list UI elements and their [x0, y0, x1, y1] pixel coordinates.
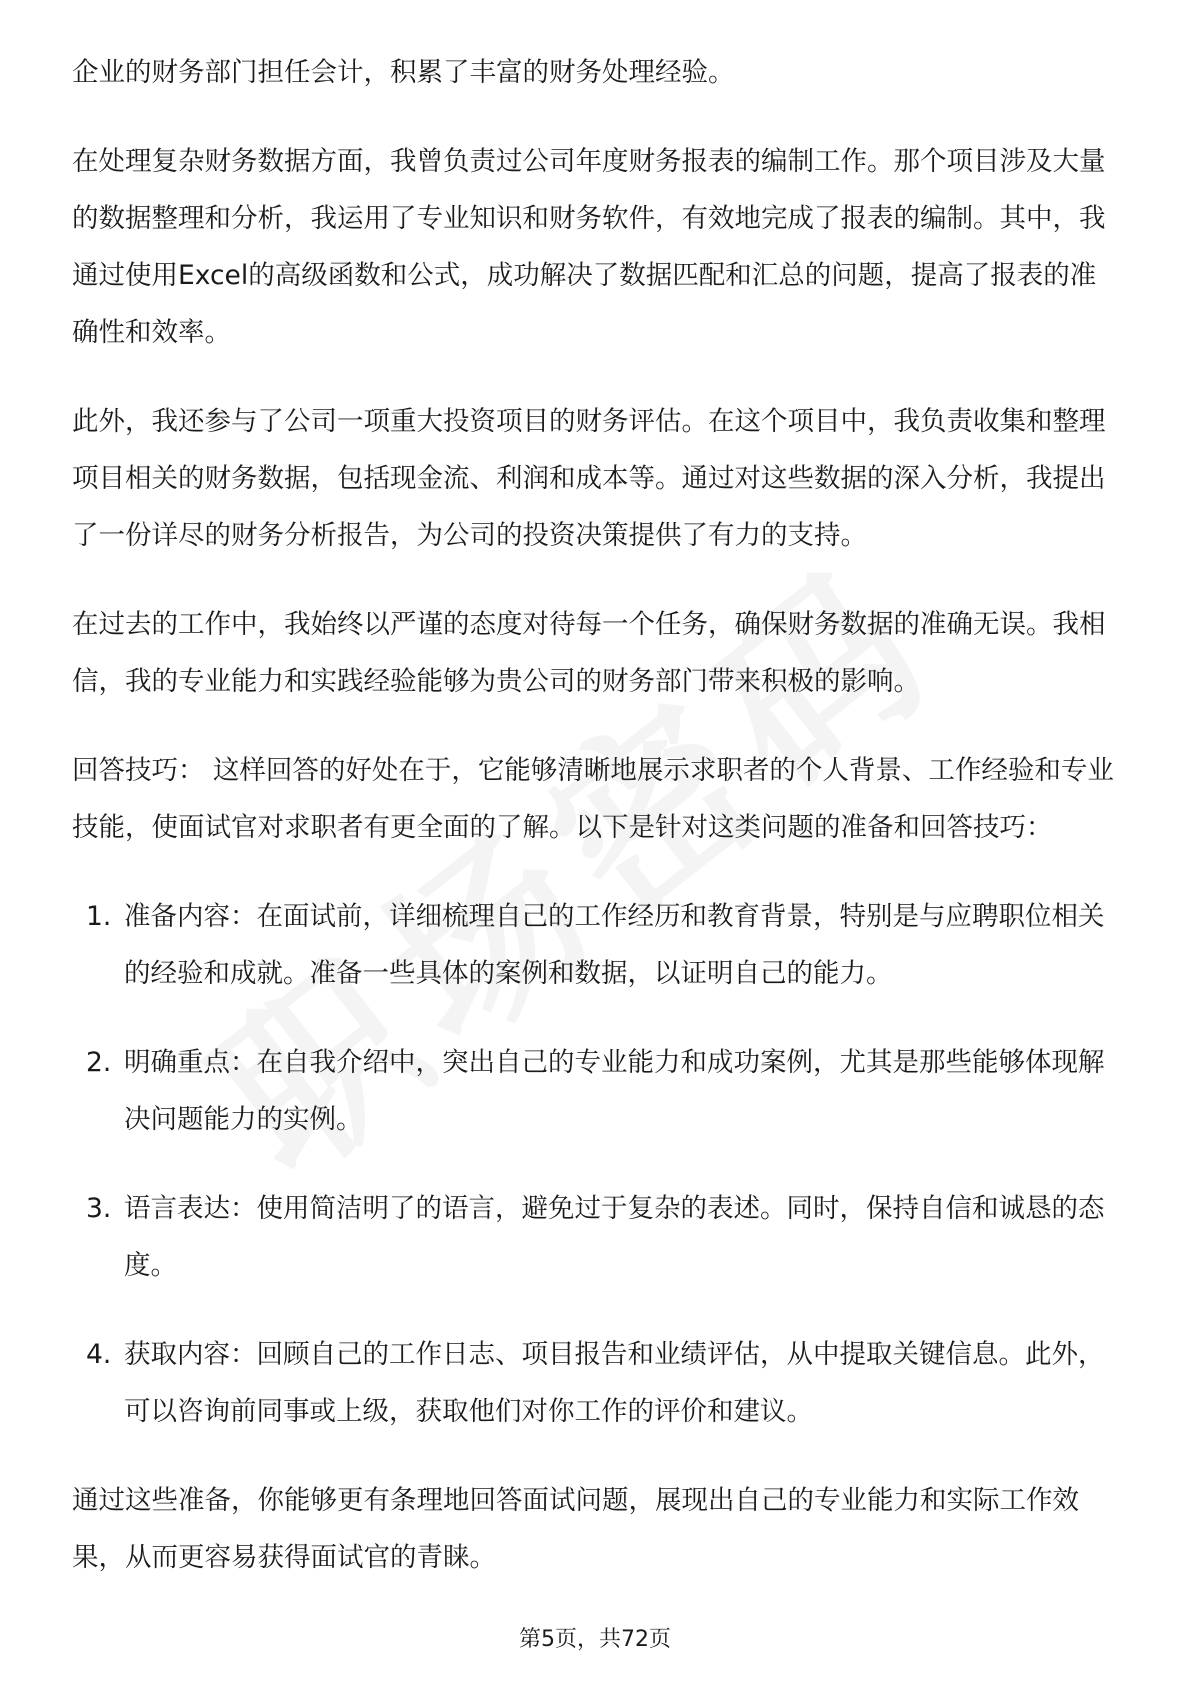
- list-item-text: 语言表达：使用简洁明了的语言，避免过于复杂的表述。同时，保持自信和诚恳的态度。: [124, 1193, 1105, 1281]
- paragraph-attitude: 在过去的工作中，我始终以严谨的态度对待每一个任务，确保财务数据的准确无误。我相信，我的专业能力和实践经验能够为贵公司的财务部门带来积极的影响。: [72, 609, 1106, 697]
- list-item: [72, 1180, 1120, 1294]
- paragraph-investment-evaluation: 此外，我还参与了公司一项重大投资项目的财务评估。在这个项目中，我负责收集和整理项目相关的财务数据，包括现金流、利润和成本等。通过对这些数据的深入分析，我提出了一份详尽的财务分析报告，为公司的投资决策提供了有力的支持。: [72, 406, 1106, 551]
- list-item-number: 2.: [86, 1047, 112, 1078]
- page-number: 第5页，共72页: [519, 1627, 671, 1652]
- paragraph-intro-tail: 企业的财务部门担任会计，积累了丰富的财务处理经验。: [72, 57, 735, 88]
- list-item: [72, 1326, 1120, 1440]
- list-item-text: 准备内容：在面试前，详细梳理自己的工作经历和教育背景，特别是与应聘职位相关的经验和成就。准备一些具体的案例和数据，以证明自己的能力。: [124, 901, 1105, 989]
- list-item: [72, 1034, 1120, 1148]
- paragraph-financial-report: 在处理复杂财务数据方面，我曾负责过公司年度财务报表的编制工作。那个项目涉及大量的数据整理和分析，我运用了专业知识和财务软件，有效地完成了报表的编制。其中，我通过使用Excel的高级函数和公式，成功解决了数据匹配和汇总的问题，提高了报表的准确性和效率。: [72, 146, 1106, 348]
- list-item-text: 获取内容：回顾自己的工作日志、项目报告和业绩评估，从中提取关键信息。此外，可以咨询前同事或上级，获取他们对你工作的评价和建议。: [124, 1339, 1105, 1427]
- document-body: [72, 44, 1120, 1586]
- list-item-number: 3.: [86, 1193, 112, 1224]
- list-item-text: 明确重点：在自我介绍中，突出自己的专业能力和成功案例，尤其是那些能够体现解决问题能力的实例。: [124, 1047, 1105, 1135]
- paragraph-answer-tips: 回答技巧： 这样回答的好处在于，它能够清晰地展示求职者的个人背景、工作经验和专业技能，使面试官对求职者有更全面的了解。以下是针对这类问题的准备和回答技巧：: [72, 755, 1114, 843]
- tips-list: [72, 888, 1120, 1440]
- list-item-number: 1.: [86, 901, 112, 932]
- paragraph-closing: 通过这些准备，你能够更有条理地回答面试问题，展现出自己的专业能力和实际工作效果，从而更容易获得面试官的青睐。: [72, 1485, 1079, 1573]
- list-item: [72, 888, 1120, 1002]
- list-item-number: 4.: [86, 1339, 112, 1370]
